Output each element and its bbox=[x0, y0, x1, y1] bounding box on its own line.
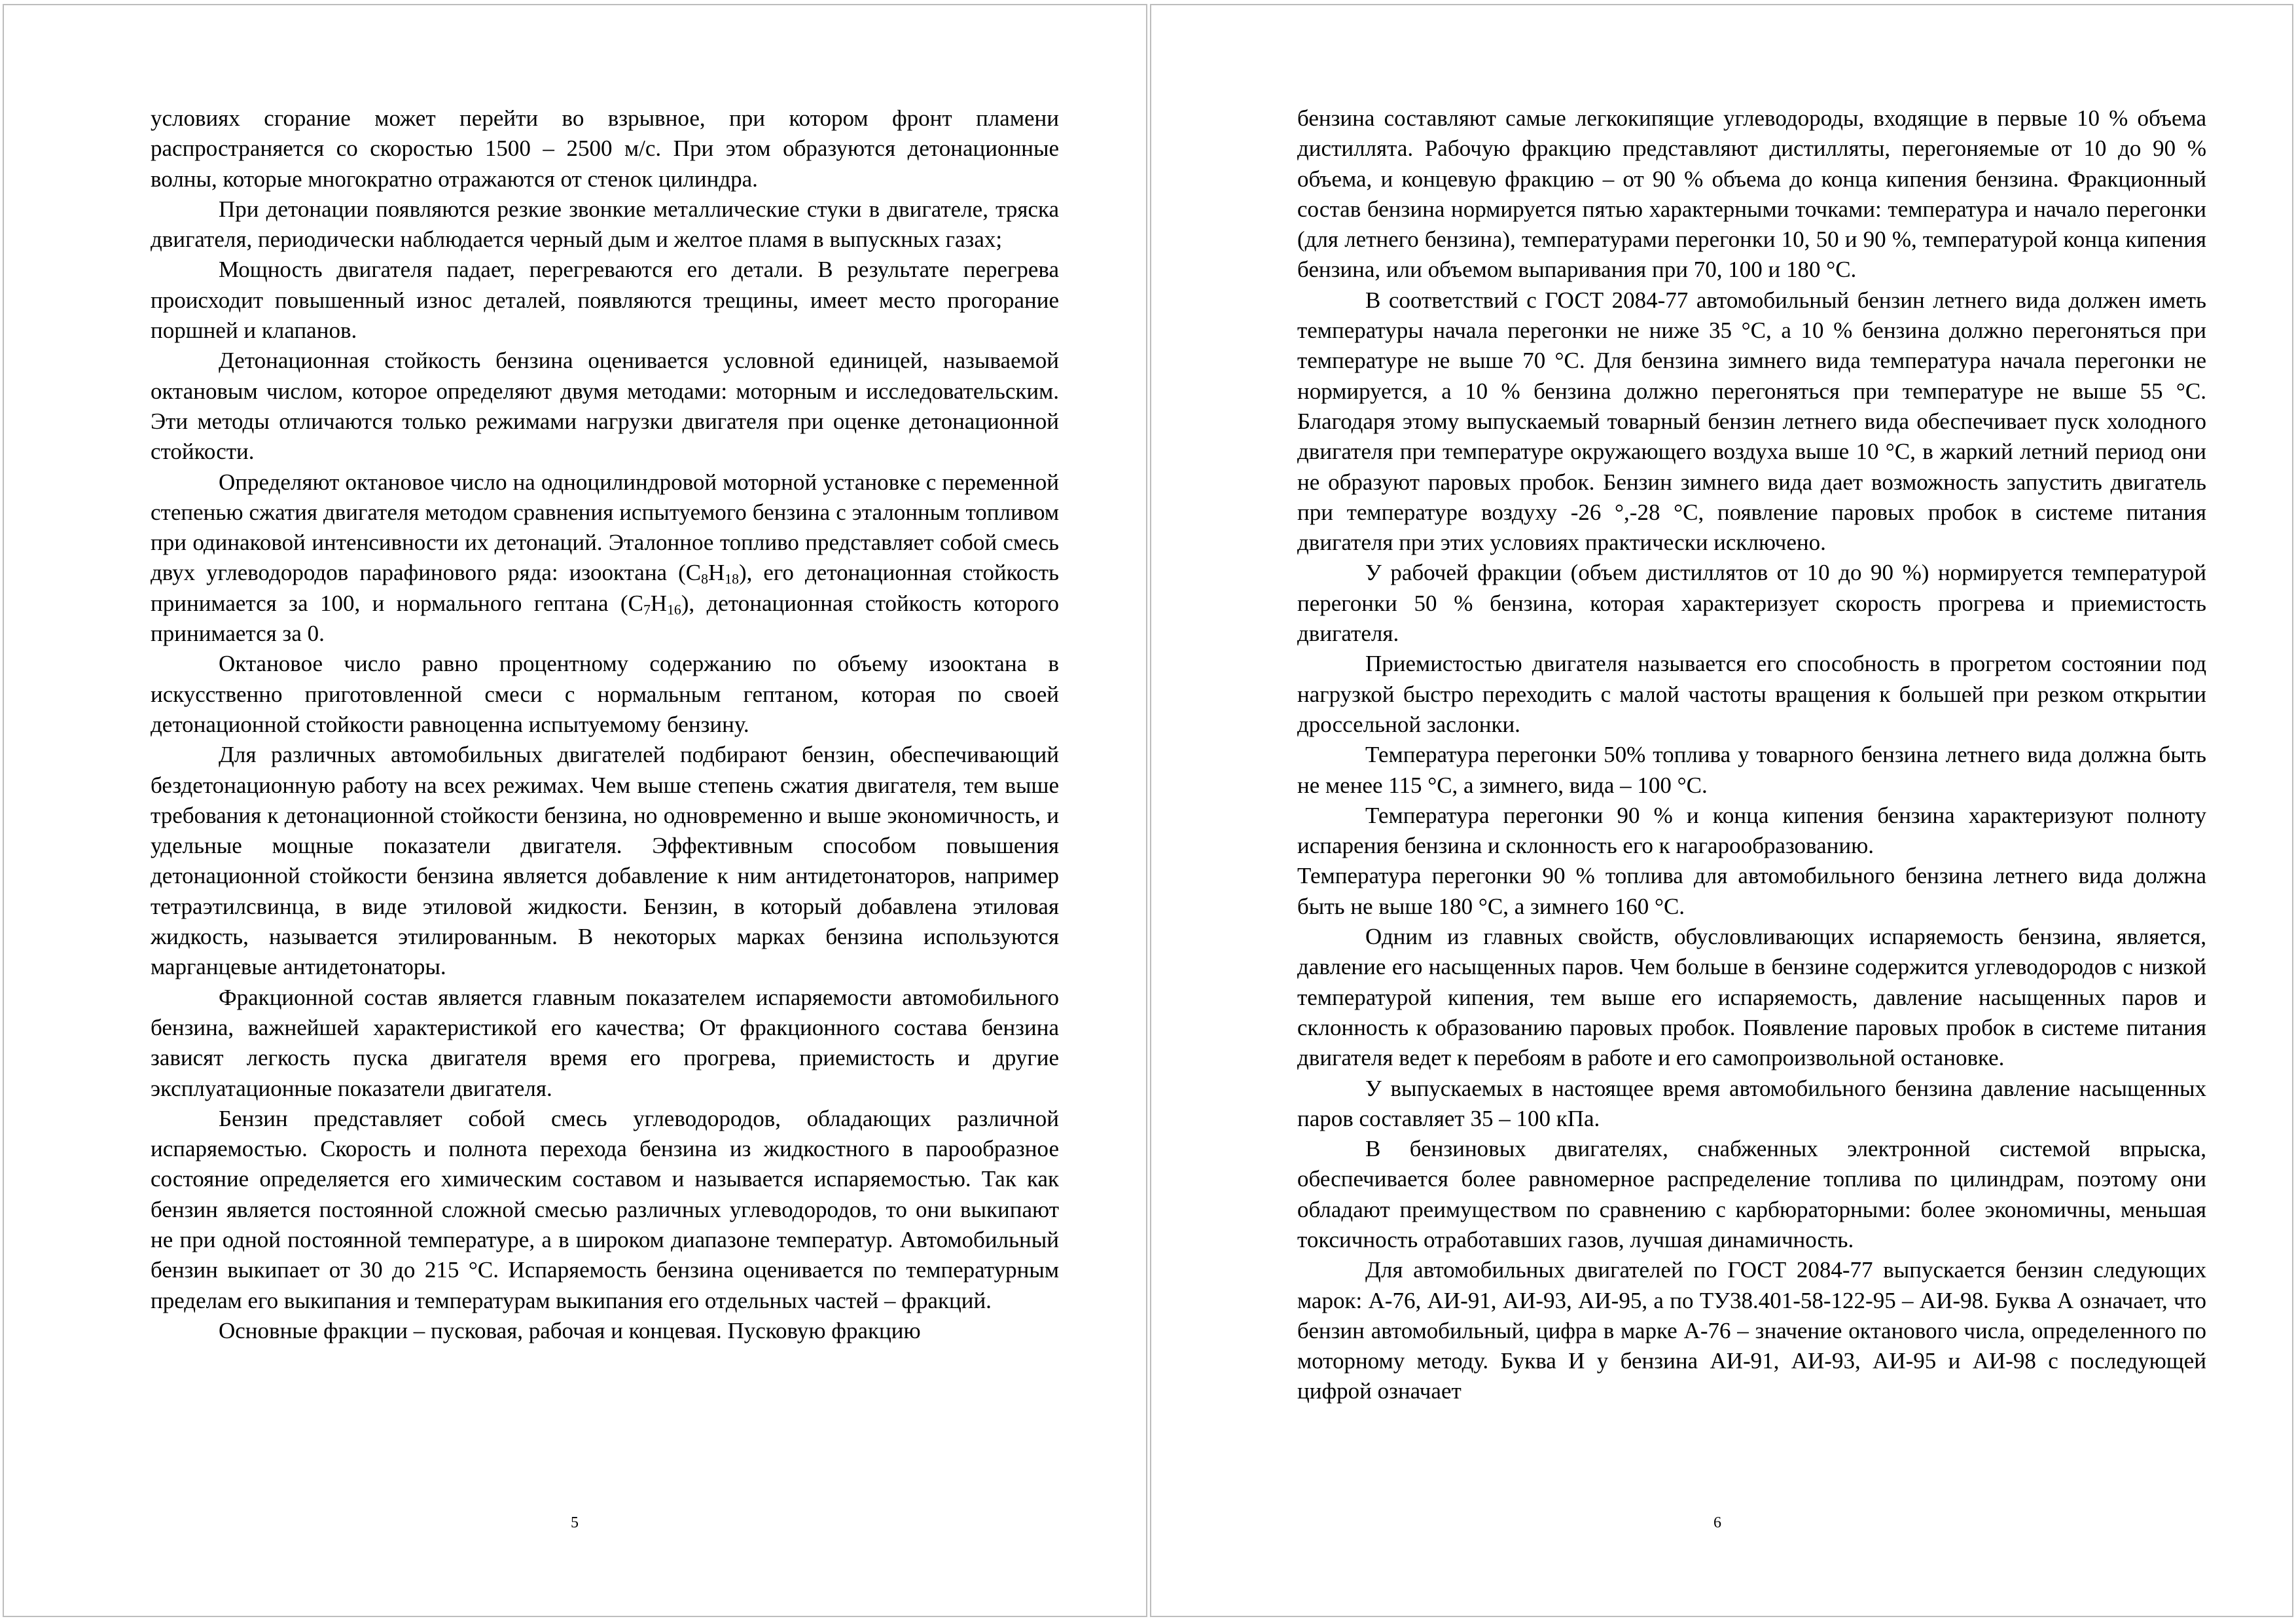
paragraph bbox=[1297, 740, 2206, 801]
text-run: Фракционной состав является главным показателем испаряемости автомобильного бензина, важнейшей характеристикой его качества; От фракционного состава бензина зависят легкость пуска двигателя время его прогрева, приемистость и другие эксплуатационные показатели двигателя. bbox=[151, 984, 1059, 1101]
paragraph bbox=[1297, 801, 2206, 862]
text-run: ), детонационная стойкость которого принимается за 0. bbox=[151, 590, 1060, 647]
paragraph bbox=[151, 740, 1059, 982]
paragraph bbox=[1297, 285, 2206, 558]
text-run: H bbox=[650, 590, 668, 616]
paragraph bbox=[1297, 922, 2206, 1073]
paragraph bbox=[151, 194, 1059, 255]
page-number: 6 bbox=[1713, 1514, 1721, 1531]
text-run: условиях сгорание может перейти во взрывное, при котором фронт пламени распространяется со скоростью 1500 – 2500 м/с. При этом образуются детонационные волны, которые многократно отражаются от стенок цилиндра. bbox=[151, 105, 1059, 192]
text-run: Приемистостью двигателя называется его способность в прогретом состоянии под нагрузкой быстро переходить с малой частоты вращения к большей при резком открытии дроссельной заслонки. bbox=[1297, 651, 2206, 737]
page-number: 5 bbox=[571, 1514, 579, 1531]
paragraph bbox=[151, 346, 1059, 467]
paragraph bbox=[151, 649, 1059, 740]
subscript: 8 bbox=[701, 571, 708, 587]
text-run: При детонации появляются резкие звонкие металлические стуки в двигателе, тряска двигателя, периодически наблюдается черный дым и желтое пламя в выпускных газах; bbox=[151, 196, 1059, 253]
text-run: бензина составляют самые легкокипящие углеводороды, входящие в первые 10 % объема дистиллята. Рабочую фракцию представляют дистилляты, перегоняемые от 10 до 90 % объема, и концевую фракцию – от 90 % объема до конца кипения бензина. Фракционный состав бензина нормируется пятью характерными точками: температура и начало перегонки (для летнего бензина), температурами перегонки 10, 50 и 90 %, температурой конца кипения бензина, или объемом выпаривания при 70, 100 и 180 °С. bbox=[1297, 105, 2206, 283]
paragraph bbox=[1297, 1255, 2206, 1406]
subscript: 7 bbox=[643, 602, 651, 618]
paragraph bbox=[151, 1316, 1059, 1346]
text-run: Основные фракции – пусковая, рабочая и концевая. Пусковую фракцию bbox=[219, 1317, 921, 1343]
text-run: Одним из главных свойств, обусловливающих испаряемость бензина, является, давление его насыщенных паров. Чем больше в бензине содержится углеводородов с низкой температурой кипения, тем выше его испаряемость, давление насыщенных паров и склонность к образованию паровых пробок. Появление паровых пробок в системе питания двигателя ведет к перебоям в работе и его самопроизвольной остановке. bbox=[1297, 924, 2206, 1071]
page-body bbox=[1297, 103, 2206, 1407]
page-left bbox=[3, 4, 1147, 1617]
paragraph bbox=[1297, 558, 2206, 649]
paragraph bbox=[151, 255, 1059, 346]
paragraph bbox=[151, 467, 1059, 649]
text-run: В бензиновых двигателях, снабженных электронной системой впрыска, обеспечивается более равномерное распределение топлива по цилиндрам, поэтому они обладают преимуществом по сравнению с карбюраторными: более экономичны, меньшая токсичность отработавших газов, лучшая динамичность. bbox=[1297, 1136, 2206, 1252]
paragraph bbox=[151, 983, 1059, 1104]
paragraph bbox=[151, 1104, 1059, 1316]
paragraph bbox=[151, 103, 1059, 194]
text-run: Температура перегонки 50% топлива у товарного бензина летнего вида должна быть не менее 115 °С, а зимнего, вида – 100 °С. bbox=[1297, 742, 2206, 798]
subscript: 18 bbox=[725, 571, 739, 587]
paragraph bbox=[1297, 1074, 2206, 1135]
text-run: Октановое число равно процентному содержанию по объему изооктана в искусственно приготовленной смеси с нормальным гептаном, которая по своей детонационной стойкости равноценна испытуемому бензину. bbox=[151, 651, 1059, 737]
text-run: H bbox=[708, 560, 725, 586]
text-run: Определяют октановое число на одноцилиндровой моторной установке с переменной степенью сжатия двигателя методом сравнения испытуемого бензина с эталонным топливом при одинаковой интенсивности их детонаций. Эталонное топливо представляет собой смесь двух углеводородов парафинового ряда: изооктана (C bbox=[151, 469, 1059, 586]
text-run: Детонационная стойкость бензина оценивается условной единицей, называемой октановым числом, которое определяют двумя методами: моторным и исследовательским. Эти методы отличаются только режимами нагрузки двигателя при оценке детонационной стойкости. bbox=[151, 348, 1059, 465]
text-run: Температура перегонки 90 % и конца кипения бензина характеризуют полноту испарения бензина и склонность его к нагарообразованию. bbox=[1297, 802, 2206, 859]
paragraph bbox=[1297, 649, 2206, 740]
text-run: Для различных автомобильных двигателей подбирают бензин, обеспечивающий бездетонационную работу на всех режимах. Чем выше степень сжатия двигателя, тем выше требования к детонационной стойкости бензина, но одновременно и выше экономичность, и удельные мощные показатели двигателя. Эффективным способом повышения детонационной стойкости бензина является добавление к ним антидетонаторов, например тетраэтилсвинца, в виде этиловой жидкости. Бензин, в который добавлена этиловая жидкость, называется этилированным. В некоторых марках бензина используются марганцевые антидетонаторы. bbox=[151, 742, 1059, 980]
text-run: В соответствий с ГОСТ 2084-77 автомобильный бензин летнего вида должен иметь температуры начала перегонки не ниже 35 °С, а 10 % бензина должно перегоняться при температуре не выше 70 °С. Для бензина зимнего вида температура начала перегонки не нормируется, а 10 % бензина должно перегоняться при температуре не выше 55 °С. Благодаря этому выпускаемый товарный бензин летнего вида обеспечивает пуск холодного двигателя при температуре окружающего воздуха выше 10 °С, в жаркий летний период они не образуют паровых пробок. Бензин зимнего вида дает возможность запустить двигатель при температуре воздуху -26 °,-28 °С, появление паровых пробок в системе питания двигателя при этих условиях практически исключено. bbox=[1297, 287, 2206, 556]
paragraph bbox=[1297, 861, 2206, 922]
text-run: ), его детонационная стойкость принимается за 100, и нормального гептана (C bbox=[151, 560, 1059, 616]
subscript: 16 bbox=[667, 602, 681, 618]
page-right bbox=[1150, 4, 2293, 1617]
text-run: Для автомобильных двигателей по ГОСТ 2084-77 выпускается бензин следующих марок: А-76, АИ-91, АИ-93, АИ-95, а по ТУ38.401-58-122-95 – АИ-98. Буква А означает, что бензин автомобильный, цифра в марке А-76 – значение октанового числа, определенного по моторному методу. Буква И у бензина АИ-91, АИ-93, АИ-95 и АИ-98 с последующей цифрой означает bbox=[1297, 1257, 2206, 1404]
text-run: Мощность двигателя падает, перегреваются его детали. В результате перегрева происходит повышенный износ деталей, появляются трещины, имеет место прогорание поршней и клапанов. bbox=[151, 257, 1059, 344]
text-run: У выпускаемых в настоящее время автомобильного бензина давление насыщенных паров составляет 35 – 100 кПа. bbox=[1297, 1075, 2206, 1131]
page-body bbox=[151, 103, 1059, 1346]
paragraph bbox=[1297, 103, 2206, 285]
paragraph bbox=[1297, 1134, 2206, 1255]
text-run: Температура перегонки 90 % топлива для автомобильного бензина летнего вида должна быть не выше 180 °С, а зимнего 160 °С. bbox=[1297, 863, 2206, 919]
text-run: Бензин представляет собой смесь углеводородов, обладающих различной испаряемостью. Скорость и полнота перехода бензина из жидкостного в парообразное состояние определяется его химическим составом и называется испаряемостью. Так как бензин является постоянной сложной смесью различных углеводородов, то они выкипают не при одной постоянной температуре, а в широком диапазоне температур. Автомобильный бензин выкипает от 30 до 215 °С. Испаряемость бензина оценивается по температурным пределам его выкипания и температурам выкипания его отдельных частей – фракций. bbox=[151, 1105, 1059, 1313]
text-run: У рабочей фракции (объем дистиллятов от 10 до 90 %) нормируется температурой перегонки 50 % бензина, которая характеризует скорость прогрева и приемистость двигателя. bbox=[1297, 560, 2206, 647]
